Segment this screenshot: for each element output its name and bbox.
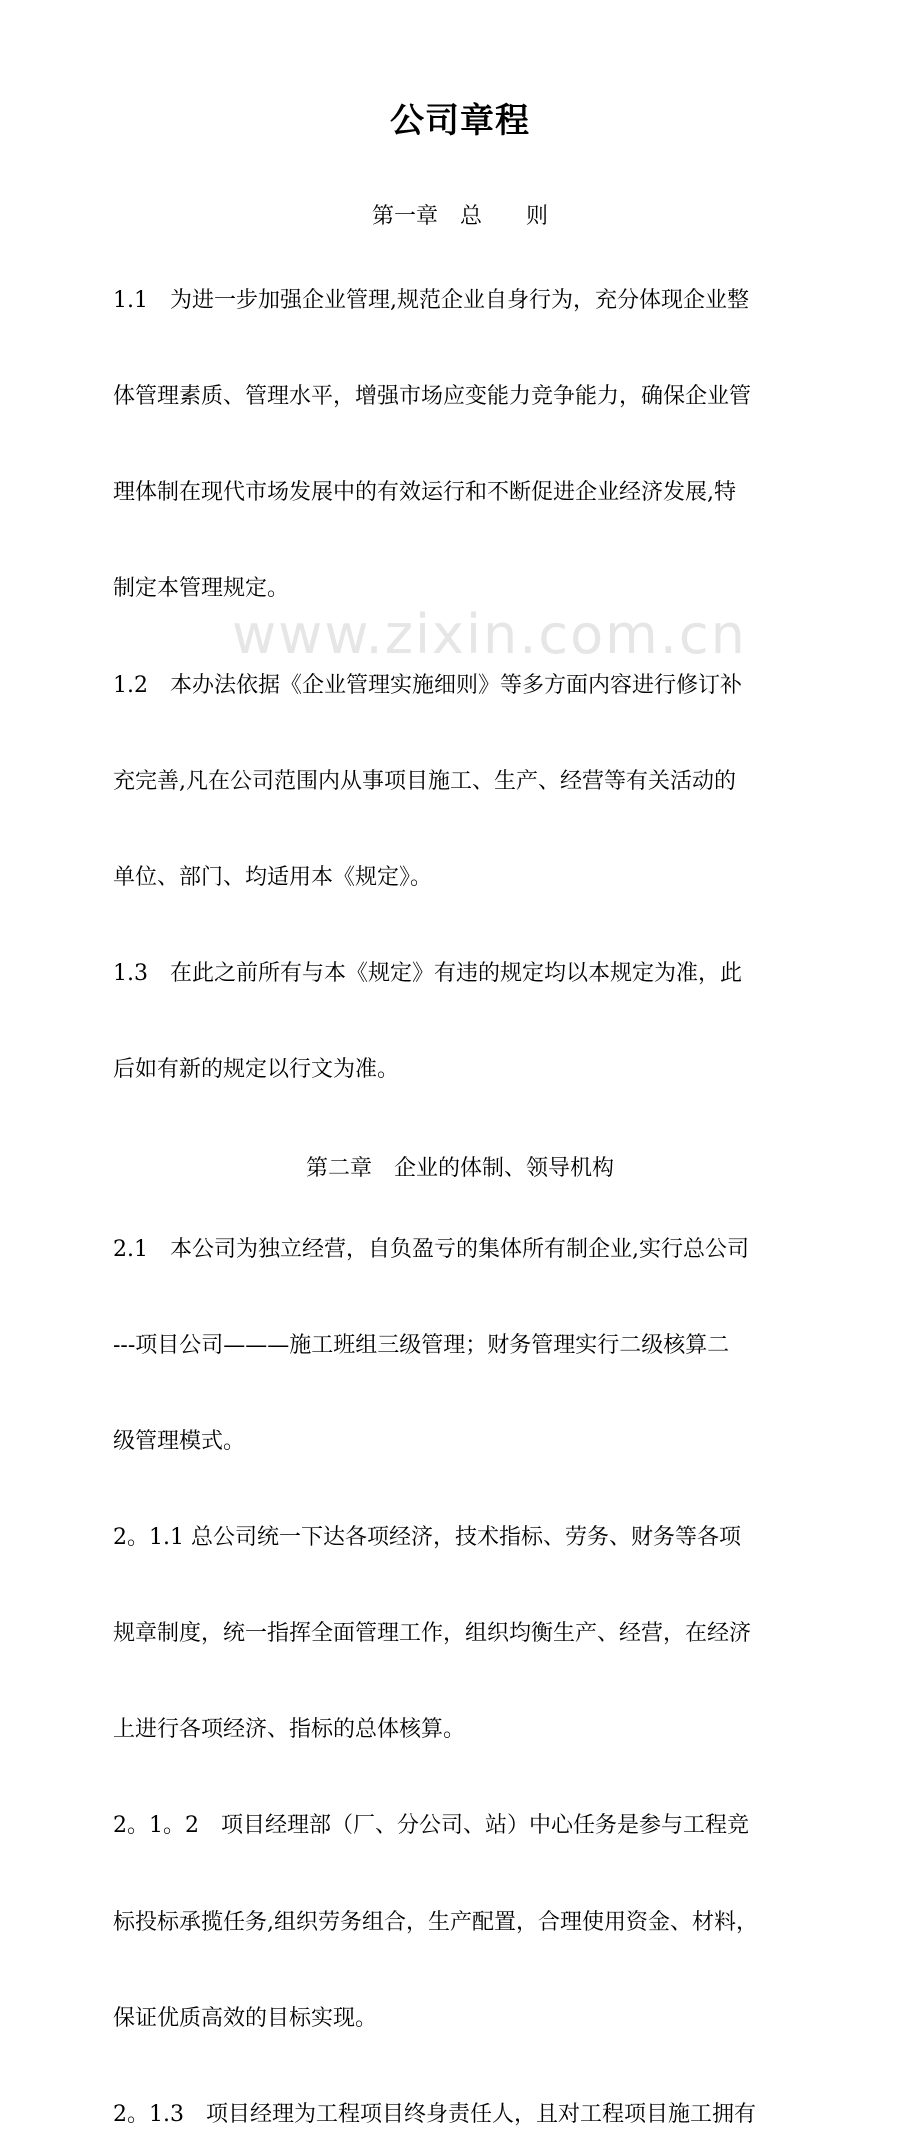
text-line: 制定本管理规定。 bbox=[113, 576, 290, 601]
text-line: 体管理素质、管理水平，增强市场应变能力竞争能力，确保企业管 bbox=[113, 384, 752, 409]
text-line: 1.3 在此之前所有与本《规定》有违的规定均以本规定为准，此 bbox=[113, 961, 742, 986]
text-line: 2。1.1 总公司统一下达各项经济，技术指标、劳务、财务等各项 bbox=[113, 1525, 741, 1550]
watermark: www.zixin.com.cn bbox=[232, 603, 747, 666]
text-line: 1.1 为进一步加强企业管理,规范企业自身行为，充分体现企业整 bbox=[113, 288, 749, 313]
text-line: 上进行各项经济、指标的总体核算。 bbox=[113, 1717, 466, 1742]
text-line: 规章制度，统一指挥全面管理工作，组织均衡生产、经营，在经济 bbox=[113, 1621, 752, 1646]
document-title: 公司章程 bbox=[390, 101, 530, 141]
text-line: 充完善,凡在公司范围内从事项目施工、生产、经营等有关活动的 bbox=[113, 769, 736, 794]
text-line: 后如有新的规定以行文为准。 bbox=[113, 1057, 400, 1082]
text-line: 单位、部门、均适用本《规定》。 bbox=[113, 865, 433, 890]
text-line: 2。1.3 项目经理为工程项目终身责任人，且对工程项目施工拥有 bbox=[113, 2102, 756, 2127]
text-line: 理体制在现代市场发展中的有效运行和不断促进企业经济发展,特 bbox=[113, 480, 736, 505]
text-line: ---项目公司———施工班组三级管理；财务管理实行二级核算二 bbox=[113, 1333, 730, 1358]
text-line: 保证优质高效的目标实现。 bbox=[113, 2006, 378, 2031]
chapter-2-heading: 第二章 企业的体制、领导机构 bbox=[305, 1156, 614, 1181]
text-line: 标投标承揽任务,组织劳务组合，生产配置，合理使用资金、材料， bbox=[113, 1910, 758, 1935]
text-line: 1.2 本办法依据《企业管理实施细则》等多方面内容进行修订补 bbox=[113, 673, 742, 698]
text-line: 2。1。2 项目经理部（厂、分公司、站）中心任务是参与工程竞 bbox=[113, 1813, 749, 1838]
text-line: 2.1 本公司为独立经营，自负盈亏的集体所有制企业,实行总公司 bbox=[113, 1237, 749, 1262]
chapter-1-heading: 第一章 总 则 bbox=[371, 204, 548, 229]
text-line: 级管理模式。 bbox=[113, 1429, 246, 1454]
